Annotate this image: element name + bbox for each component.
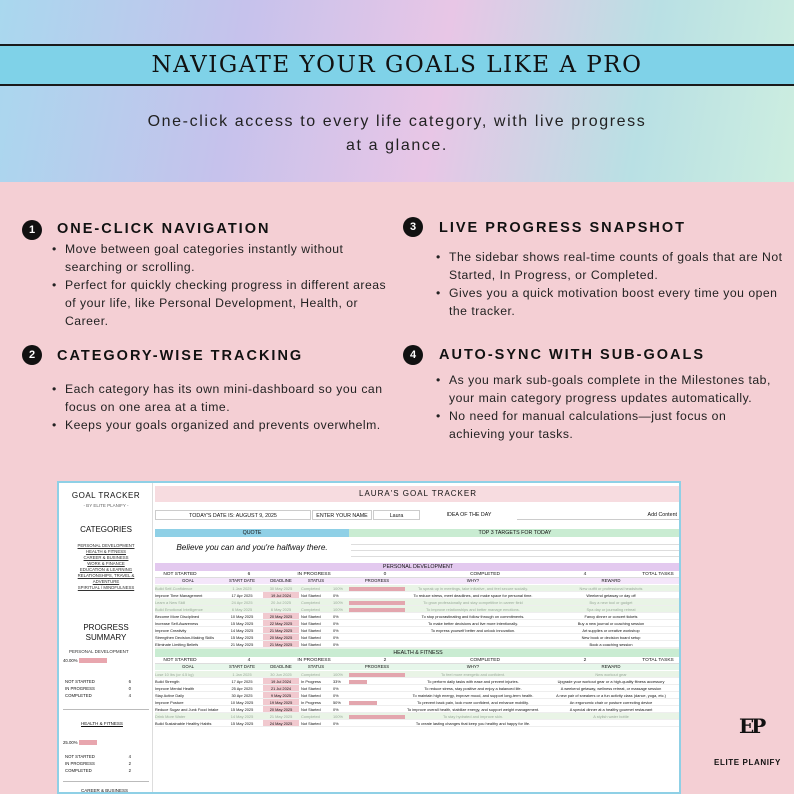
bullet: • Gives you a quick motivation boost every time you open the tracker. <box>436 284 786 320</box>
hf-summary-counts <box>65 753 131 774</box>
cell-reward: Upgrade your workout gear or a high-quality fitness accessory <box>557 679 665 684</box>
cell-reward: Weekend getaway or day off <box>586 593 636 598</box>
idea-label-cell: IDEA OF THE DAY <box>446 512 492 518</box>
table-row[interactable] <box>155 706 681 713</box>
cell-status: Not Started <box>301 686 321 691</box>
table-row[interactable] <box>155 606 681 613</box>
feature-title: LIVE PROGRESS SNAPSHOT <box>439 220 687 236</box>
cell-status: Not Started <box>301 593 321 598</box>
table-row[interactable] <box>155 720 681 727</box>
pd-summary-bar <box>79 658 107 663</box>
cell-deadline: 21 May 2025 <box>263 641 299 648</box>
column-header: REWARD <box>601 578 621 583</box>
targets-heading: TOP 3 TARGETS FOR TODAY <box>349 529 681 537</box>
sidebar-title: GOAL TRACKER <box>71 491 141 500</box>
subtitle-line: One-click access to every life category, with live progress <box>147 113 647 130</box>
date-cell: TODAY'S DATE IS: AUGUST 9, 2025 <box>155 510 311 520</box>
hf-summary-link[interactable]: HEALTH & FITNESS <box>81 721 123 726</box>
table-row[interactable] <box>155 599 681 606</box>
progress-summary-line: PROGRESS <box>83 623 129 632</box>
summary-cell: 2 <box>583 658 587 663</box>
table-row[interactable] <box>155 685 681 692</box>
column-header: GOAL <box>182 578 194 583</box>
cell-goal: Improve Time Management <box>155 593 203 598</box>
cell-status: Completed <box>301 714 320 719</box>
table-row[interactable] <box>155 592 681 599</box>
cell-status: In Progress <box>301 700 321 705</box>
column-header: STATUS <box>307 664 325 669</box>
cell-status: In Progress <box>301 679 321 684</box>
cell-goal: Eliminate Limiting Beliefs <box>155 642 199 647</box>
add-content-cell[interactable]: Add Content <box>517 510 681 520</box>
quote-text: Believe you can and you're halfway there. <box>176 543 328 552</box>
cell-why: To speak up in meetings, take initiative, and feel secure socially. <box>417 586 528 591</box>
target-slot[interactable] <box>351 556 679 557</box>
cell-pct: 0% <box>333 614 339 619</box>
bullet: • Each category has its own mini-dashboard so you can focus on one area at a time. <box>52 380 392 416</box>
column-header: DEADLINE <box>270 578 292 583</box>
cell-why: To stop procrastinating and follow through on commitments. <box>421 614 525 619</box>
target-slot[interactable] <box>351 550 679 551</box>
cell-start: 15 May 2025 <box>230 707 254 712</box>
cell-deadline: 6 May 2025 <box>270 607 292 612</box>
cell-reward: Book a coaching session <box>589 642 633 647</box>
cell-deadline: 19 Jul 2024 <box>263 592 299 599</box>
cell-why: To reduce stress, meet deadlines, and make space for personal time. <box>413 593 533 598</box>
cell-status: Not Started <box>301 707 321 712</box>
summary-cell: TOTAL TASKS <box>642 658 674 663</box>
progress-bar <box>349 715 405 719</box>
cell-status: Not Started <box>301 642 321 647</box>
cell-deadline: 30 May 2025 <box>269 586 293 591</box>
table-row[interactable] <box>155 634 681 641</box>
cell-goal: Improve Creativity <box>155 628 187 633</box>
count-row: COMPLETED 2 <box>65 768 131 773</box>
column-headers <box>155 664 681 670</box>
cell-pct: 33% <box>333 679 341 684</box>
table-row[interactable] <box>155 641 681 648</box>
cell-goal: Improve Posture <box>155 700 184 705</box>
count-row: IN PROGRESS 0 <box>65 686 131 691</box>
cell-pct: 0% <box>333 621 339 626</box>
tracker-main <box>155 483 681 794</box>
column-header: PROGRESS <box>364 664 390 669</box>
cell-goal: Build Emotional Intelligence <box>155 607 203 612</box>
category-link-work-finance[interactable]: WORK & FINANCE <box>87 561 125 566</box>
category-link-education-learning[interactable]: EDUCATION & LEARNING <box>79 567 133 572</box>
cell-pct: 0% <box>333 707 339 712</box>
column-header: PROGRESS <box>364 578 390 583</box>
cell-start: 6 May 2025 <box>231 607 253 612</box>
progress-bar <box>349 601 405 605</box>
feature-title: ONE-CLICK NAVIGATION <box>57 221 271 237</box>
table-row[interactable] <box>155 627 681 634</box>
progress-bar <box>349 608 405 612</box>
cell-deadline: 20 May 2025 <box>263 613 299 620</box>
section-summary <box>155 571 681 578</box>
table-row[interactable] <box>155 699 681 706</box>
number-badge: 2 <box>22 345 42 365</box>
cell-reward: A new pair of sneakers or a fun activity class (dance, yoga, etc.) <box>556 693 666 698</box>
number-badge: 4 <box>403 345 423 365</box>
cell-why: To feel more energetic and confident. <box>440 672 506 677</box>
section-title: PERSONAL DEVELOPMENT <box>155 563 681 571</box>
cell-start: 21 May 2025 <box>230 642 254 647</box>
table-row[interactable] <box>155 678 681 685</box>
cell-pct: 100% <box>333 586 343 591</box>
column-header: STATUS <box>307 578 325 583</box>
count-row: NOT STARTED 6 <box>65 679 131 684</box>
cell-pct: 100% <box>333 672 343 677</box>
pd-summary-percent: 40.00% <box>63 658 78 663</box>
cell-reward: A stylish water bottle <box>593 714 629 719</box>
column-header: GOAL <box>182 664 194 669</box>
feature-bullets <box>436 248 786 320</box>
cell-reward: Buy a new journal or coaching session <box>577 621 645 626</box>
cell-reward: A weekend getaway, wellness retreat, or massage session <box>560 686 662 691</box>
cell-start: 10 May 2025 <box>230 700 254 705</box>
quote-heading: QUOTE <box>155 529 349 537</box>
bullet: • No need for manual calculations—just focus on achieving your tasks. <box>436 407 786 443</box>
categories-heading: CATEGORIES <box>80 525 132 534</box>
sidebar-byline: - BY ELITE PLANIFY - <box>83 503 129 508</box>
summary-cell: IN PROGRESS <box>297 572 331 577</box>
cell-goal: Build Strength <box>155 679 180 684</box>
cell-deadline: 20 May 2025 <box>263 706 299 713</box>
cell-status: Not Started <box>301 628 321 633</box>
cell-start: 15 May 2025 <box>230 635 254 640</box>
cell-deadline: 20 May 2025 <box>263 634 299 641</box>
cell-why: To prevent back pain, look more confident, and enhance mobility. <box>417 700 529 705</box>
cell-why: To improve relationships and better manage emotions. <box>426 607 520 612</box>
feature-bullets <box>52 240 392 330</box>
feature-title: CATEGORY-WISE TRACKING <box>57 348 304 364</box>
cell-goal: Become More Disciplined <box>155 614 200 619</box>
cell-start: 1 Jan 2025 <box>232 672 252 677</box>
divider <box>63 709 149 710</box>
cell-start: 15 May 2025 <box>230 621 254 626</box>
table-row[interactable] <box>155 671 681 678</box>
divider <box>63 781 149 782</box>
progress-bar <box>349 701 377 705</box>
summary-cell: 6 <box>247 572 251 577</box>
summary-cell: 4 <box>583 572 587 577</box>
cell-reward: New workout gear <box>595 672 627 677</box>
cell-start: 17 Apr 2025 <box>231 679 253 684</box>
cell-deadline: 9 May 2025 <box>263 692 299 699</box>
progress-summary-line: SUMMARY <box>85 633 127 642</box>
cell-why: To reduce stress, stay positive and enjoy a balanced life. <box>424 686 522 691</box>
summary-cell: COMPLETED <box>470 658 500 663</box>
cell-deadline: 24 May 2025 <box>263 720 299 727</box>
cell-why: To grow professionally and stay competitive in career field <box>423 600 523 605</box>
progress-summary-heading <box>59 623 153 643</box>
cell-start: 10 May 2025 <box>230 614 254 619</box>
cell-reward: A special dinner at a healthy gourmet restaurant <box>569 707 653 712</box>
cell-start: 14 May 2025 <box>230 714 254 719</box>
summary-cell: COMPLETED <box>470 572 500 577</box>
cell-status: Completed <box>301 607 320 612</box>
cell-start: 1 Jan 2025 <box>232 586 252 591</box>
cell-start: 15 May 2025 <box>230 721 254 726</box>
cell-deadline: 22 May 2025 <box>263 620 299 627</box>
target-slot[interactable] <box>351 544 679 545</box>
sidebar <box>59 483 153 794</box>
page-title: NAVIGATE YOUR GOALS LIKE A PRO <box>151 52 643 78</box>
cell-pct: 0% <box>333 693 339 698</box>
cell-status: Completed <box>301 600 320 605</box>
progress-bar <box>349 680 367 684</box>
cell-deadline: 21 Jul 2024 <box>263 685 299 692</box>
name-input[interactable]: Laura <box>373 510 420 520</box>
cell-status: Not Started <box>301 614 321 619</box>
cell-reward: New outfit or professional headshots <box>579 586 643 591</box>
hf-summary-bar <box>79 740 97 745</box>
cell-reward: New book or decision board setup <box>581 635 641 640</box>
column-header: DEADLINE <box>270 664 292 669</box>
cell-goal: Improve Mental Health <box>155 686 195 691</box>
cell-goal: Lose 10 lbs (or 4.5 kg) <box>155 672 194 677</box>
cell-pct: 100% <box>333 607 343 612</box>
bullet: • Keeps your goals organized and prevents overwhelm. <box>52 416 392 434</box>
cell-status: Not Started <box>301 693 321 698</box>
summary-cell: NOT STARTED <box>163 572 197 577</box>
cell-start: 17 Apr 2025 <box>231 593 253 598</box>
count-row: IN PROGRESS 2 <box>65 761 131 766</box>
progress-bar <box>349 587 405 591</box>
cell-why: To stay hydrated and improve skin. <box>442 714 504 719</box>
title-banner <box>0 44 794 86</box>
column-header: START DATE <box>229 664 255 669</box>
cell-pct: 0% <box>333 635 339 640</box>
column-header: START DATE <box>229 578 255 583</box>
hf-summary-percent: 25.00% <box>63 740 78 745</box>
summary-cell: 2 <box>383 658 387 663</box>
cell-why: To make better decisions and live more intentionally. <box>428 621 518 626</box>
category-links <box>59 543 153 591</box>
subtitle-line: at a glance. <box>346 137 448 154</box>
table-row[interactable] <box>155 713 681 720</box>
cell-start: 25 Apr 2025 <box>231 686 253 691</box>
table-row[interactable] <box>155 692 681 699</box>
brand-logo <box>701 714 794 794</box>
bullet: • As you mark sub-goals complete in the Milestones tab, your main category progress updates automatically. <box>436 371 786 407</box>
summary-cell: TOTAL TASKS <box>642 572 674 577</box>
bullet: • The sidebar shows real-time counts of goals that are Not Started, In Progress, or Completed. <box>436 248 786 284</box>
cell-status: Not Started <box>301 621 321 626</box>
tracker-title: LAURA'S GOAL TRACKER <box>155 486 681 502</box>
column-header: WHY? <box>466 664 480 669</box>
cell-pct: 0% <box>333 628 339 633</box>
cell-status: Not Started <box>301 635 321 640</box>
page-subtitle <box>80 110 714 158</box>
number-badge: 1 <box>22 220 42 240</box>
cell-pct: 100% <box>333 600 343 605</box>
cell-deadline: 19 May 2025 <box>263 699 299 706</box>
name-label-cell: ENTER YOUR NAME <box>312 510 372 520</box>
cell-goal: Drink More Water <box>155 714 186 719</box>
section-summary <box>155 657 681 664</box>
logo-mark: EP <box>739 714 764 738</box>
cb-summary-link[interactable]: CAREER & BUSINESS <box>81 788 129 793</box>
cell-goal: Learn a New Skill <box>155 600 186 605</box>
category-link-personal-development[interactable]: PERSONAL DEVELOPMENT <box>77 543 135 548</box>
cell-pct: 50% <box>333 700 341 705</box>
cell-deadline: 21 May 2025 <box>263 627 299 634</box>
table-row[interactable] <box>155 613 681 620</box>
goal-tracker-sheet <box>57 481 681 794</box>
number-badge: 3 <box>403 217 423 237</box>
table-row[interactable] <box>155 620 681 627</box>
pd-summary-label: PERSONAL DEVELOPMENT <box>69 649 129 654</box>
cell-status: Completed <box>301 586 320 591</box>
cell-reward: Fancy dinner or concert tickets <box>584 614 638 619</box>
progress-bar <box>349 673 405 677</box>
cell-goal: Increase Self-Awareness <box>155 621 199 626</box>
cell-pct: 100% <box>333 714 343 719</box>
cell-pct: 0% <box>333 593 339 598</box>
cell-why: To maintain high energy, improve mood, and support long-term health. <box>412 693 534 698</box>
summary-cell: 4 <box>247 658 251 663</box>
summary-cell: IN PROGRESS <box>297 658 331 663</box>
cell-deadline: 30 Jun 2025 <box>270 672 292 677</box>
cell-goal: Strengthen Decision-Making Skills <box>155 635 215 640</box>
cell-start: 24 Apr 2025 <box>231 600 253 605</box>
logo-text: ELITE PLANIFY <box>714 758 781 767</box>
cell-reward: Art supplies or creative workshop <box>582 628 640 633</box>
pd-summary-counts <box>65 678 131 699</box>
bullet: • Move between goal categories instantly without searching or scrolling. <box>52 240 392 276</box>
tracker-info-bar <box>155 510 681 520</box>
cell-status: Not Started <box>301 721 321 726</box>
cell-deadline: 21 May 2025 <box>269 714 293 719</box>
cell-why: To express yourself better and unlock innovation. <box>430 628 516 633</box>
cell-goal: Reduce Sugar and Junk Food Intake <box>155 707 219 712</box>
cell-pct: 0% <box>333 721 339 726</box>
cell-reward: An ergonomic chair or posture correcting device <box>569 700 653 705</box>
summary-cell: NOT STARTED <box>163 658 197 663</box>
cell-goal: Stay Active Daily <box>155 693 184 698</box>
summary-cell: 0 <box>383 572 387 577</box>
count-row: NOT STARTED 4 <box>65 754 131 759</box>
cell-pct: 0% <box>333 642 339 647</box>
cell-why: To improve overall health, stabilize energy, and support weight management. <box>407 707 539 712</box>
section-title: HEALTH & FITNESS <box>155 649 681 657</box>
category-link-adventure[interactable]: ADVENTURE <box>92 579 120 584</box>
cell-start: 14 May 2025 <box>230 628 254 633</box>
column-headers <box>155 578 681 584</box>
cell-why: To perform daily tasks with ease and prevent injuries. <box>427 679 519 684</box>
category-link-health-fitness[interactable]: HEALTH & FITNESS <box>85 549 127 554</box>
feature-bullets <box>436 371 786 443</box>
column-header: WHY? <box>466 578 480 583</box>
cell-why: To create lasting changes that keep you healthy and happy for life. <box>415 721 531 726</box>
category-link-spiritual[interactable]: SPIRITUAL / MINDFULNESS <box>77 585 135 590</box>
column-header: REWARD <box>601 664 621 669</box>
category-link-career-business[interactable]: CAREER & BUSINESS <box>83 555 129 560</box>
cell-goal: Build Sustainable Healthy Habits <box>155 721 212 726</box>
cell-reward: Spa day or journaling retreat <box>586 607 636 612</box>
cell-deadline: 20 Jul 2025 <box>270 600 292 605</box>
cell-goal: Build Self-Confidence <box>155 586 193 591</box>
category-link-relationships[interactable]: RELATIONSHIPS, TRAVEL & <box>77 573 135 578</box>
cell-start: 30 Apr 2025 <box>231 693 253 698</box>
cell-pct: 0% <box>333 686 339 691</box>
feature-bullets <box>52 380 392 434</box>
cell-deadline: 19 Jul 2024 <box>263 678 299 685</box>
feature-title: AUTO-SYNC WITH SUB-GOALS <box>439 347 706 363</box>
count-row: COMPLETED 4 <box>65 693 131 698</box>
cell-reward: Buy a new tool or gadget <box>589 600 633 605</box>
bullet: • Perfect for quickly checking progress in different areas of your life, like Personal Development, Health, or Career. <box>52 276 392 330</box>
table-row[interactable] <box>155 585 681 592</box>
cell-status: Completed <box>301 672 320 677</box>
